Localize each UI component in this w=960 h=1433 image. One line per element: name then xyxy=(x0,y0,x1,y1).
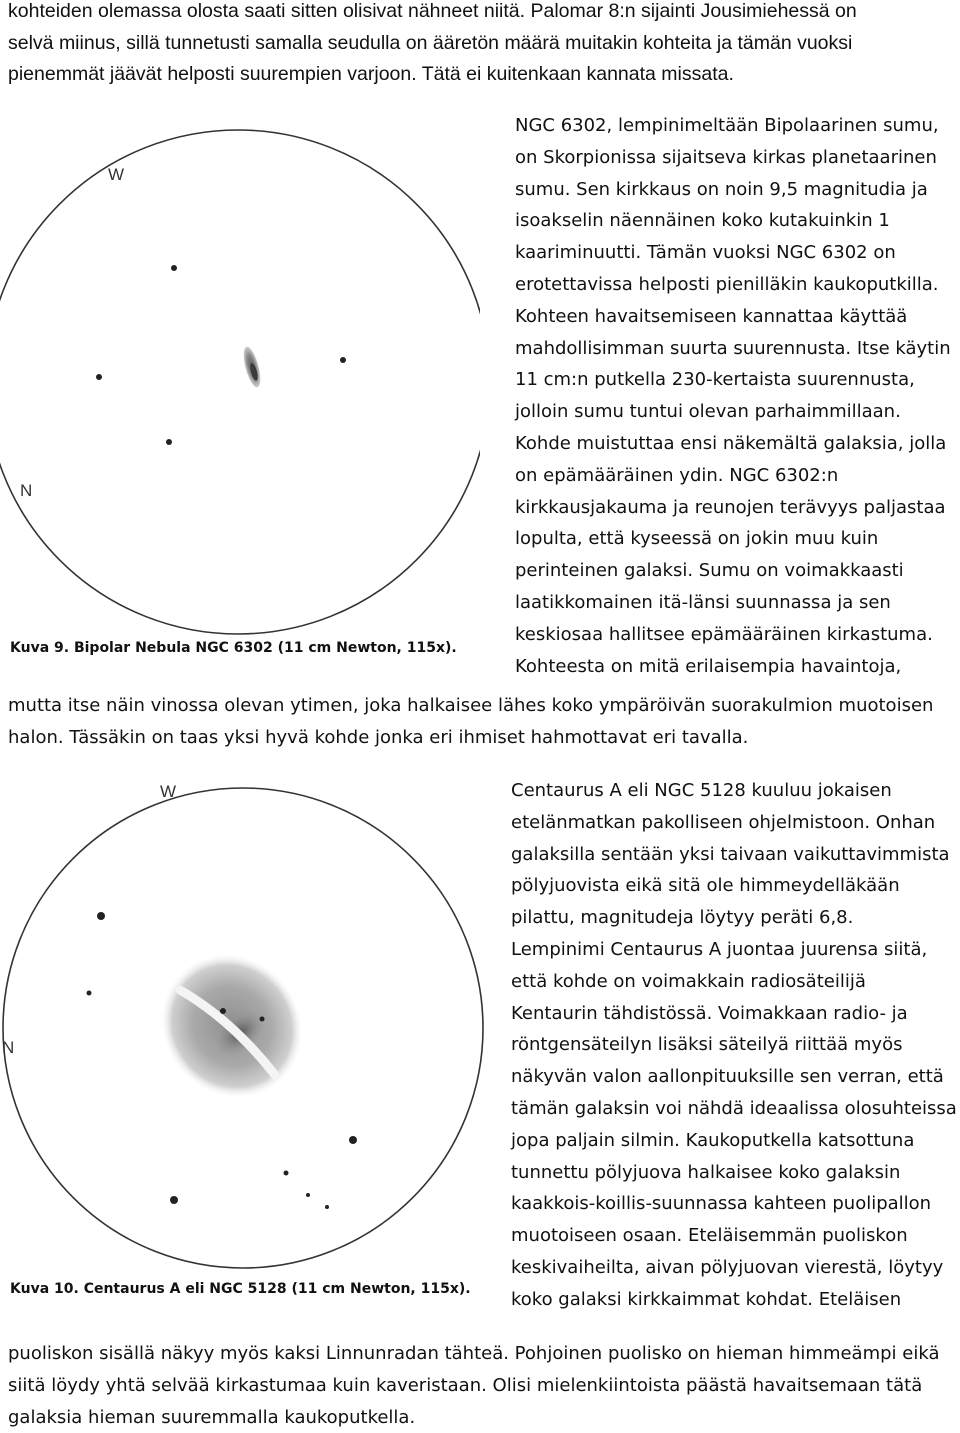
text-line: tämän galaksin voi nähdä ideaalissa olosuhteissa xyxy=(511,1097,957,1119)
text-line: Lempinimi Centaurus A juontaa juurensa siitä, xyxy=(511,938,928,960)
text-line: halon. Tässäkin on taas yksi hyvä kohde jonka eri ihmiset hahmottavat eri tavalla. xyxy=(8,726,749,748)
text-line: jolloin sumu tuntui olevan parhaimmillaan. xyxy=(515,401,901,423)
compass-north-label: N xyxy=(2,1038,15,1057)
text-line: muotoiseen osaan. Eteläisemmän puoliskon xyxy=(511,1225,908,1247)
text-line: keskiosaa hallitsee epämääräinen kirkastuma. xyxy=(515,623,933,645)
text-line: laatikkomainen itä-länsi suunnassa ja sen xyxy=(515,591,891,613)
star xyxy=(340,357,346,363)
text-line: näkyvän valon aallonpituuksille sen verran, että xyxy=(511,1066,944,1088)
intro-paragraph xyxy=(8,0,956,91)
text-line: kirkkausjakauma ja reunojen terävyys paljastaa xyxy=(515,496,946,518)
centaurus-paragraph xyxy=(511,775,958,1316)
text-line: 11 cm:n putkella 230-kertaista suurennusta, xyxy=(515,369,915,391)
text-line: erotettavissa helposti pienilläkin kaukoputkilla. xyxy=(515,273,939,295)
star xyxy=(97,912,105,920)
text-line: kaakkois-koillis-suunnassa kahteen puolipallon xyxy=(511,1193,932,1215)
figure-10-caption: Kuva 10. Centaurus A eli NGC 5128 (11 cm Newton, 115x). xyxy=(10,1281,471,1297)
text-line: pienemmät jäävät helposti suurempien varjoon. Tätä ei kuitenkaan kannata missata. xyxy=(8,63,734,85)
centaurus-a-sketch xyxy=(0,775,500,1275)
text-line: galaksia hieman suuremmalla kaukoputkella. xyxy=(8,1406,416,1428)
text-line: koko galaksi kirkkaimmat kohdat. Eteläisen xyxy=(511,1288,902,1310)
text-line: kaariminuutti. Tämän vuoksi NGC 6302 on xyxy=(515,242,896,264)
text-line: siitä löydy yhtä selvää kirkastumaa kuin kaveristaan. Olisi mielenkiintoista päästä havaitsemaan tätä xyxy=(8,1374,923,1396)
star xyxy=(170,1196,178,1204)
text-line: on epämääräinen ydin. NGC 6302:n xyxy=(515,464,839,486)
text-line: galaksilla sentään yksi taivaan vaikuttavimmista xyxy=(511,843,950,865)
figure-9-caption: Kuva 9. Bipolar Nebula NGC 6302 (11 cm Newton, 115x). xyxy=(10,640,457,656)
centaurus-paragraph-continued xyxy=(8,1338,958,1433)
ngc6302-paragraph xyxy=(515,110,957,682)
ngc6302-paragraph-continued xyxy=(8,690,958,754)
star xyxy=(96,374,102,380)
text-line: Kohteen havaitsemiseen kannattaa käyttää xyxy=(515,305,908,327)
text-line: isoakselin näennäinen koko kutakuinkin 1 xyxy=(515,210,890,232)
text-line: mahdollisimman suurta suurennusta. Itse käytin xyxy=(515,337,951,359)
ngc6302-sketch xyxy=(0,120,480,640)
text-line: sumu. Sen kirkkaus on noin 9,5 magnitudia ja xyxy=(515,178,928,200)
text-line: jopa paljain silmin. Kaukoputkella katsottuna xyxy=(511,1129,915,1151)
text-line: röntgensäteilyn lisäksi säteilyä riittää myös xyxy=(511,1034,903,1056)
star xyxy=(349,1136,357,1144)
text-line: tunnettu pölyjuova halkaisee koko galaksin xyxy=(511,1161,901,1183)
text-line: keskivaiheilta, aivan pölyjuovan vierestä, löytyy xyxy=(511,1256,944,1278)
text-line: mutta itse näin vinossa olevan ytimen, joka halkaisee lähes koko ympäröivän suorakulmion muotoisen xyxy=(8,695,934,716)
text-line: on Skorpionissa sijaitseva kirkas planetaarinen xyxy=(515,146,937,168)
star xyxy=(166,439,172,445)
star xyxy=(306,1193,310,1197)
text-line: kohteiden olemassa olosta saati sitten olisivat nähneet niitä. Palomar 8:n sijainti Jousimiehessä on xyxy=(8,0,857,22)
text-line: Kohde muistuttaa ensi näkemältä galaksia, jolla xyxy=(515,432,947,454)
text-line: Kentaurin tähdistössä. Voimakkaan radio- ja xyxy=(511,1002,908,1024)
compass-west-label: W xyxy=(108,165,125,184)
text-line: lopulta, että kyseessä on jokin muu kuin xyxy=(515,528,879,550)
text-line: selvä miinus, sillä tunnetusti samalla seudulla on ääretön määrä muitakin kohteita ja tämän vuoksi xyxy=(8,31,853,54)
star xyxy=(260,1017,265,1022)
star xyxy=(87,991,92,996)
text-line: puoliskon sisällä näkyy myös kaksi Linnunradan tähteä. Pohjoinen puolisko on hieman himmeämpi eikä xyxy=(8,1343,940,1364)
text-line: että kohde on voimakkain radiosäteilijä xyxy=(511,970,866,992)
text-line: etelänmatkan pakolliseen ohjelmistoon. Onhan xyxy=(511,811,936,833)
text-line: pilattu, magnitudeja löytyy peräti 6,8. xyxy=(511,907,854,929)
star xyxy=(325,1205,329,1209)
star xyxy=(284,1171,289,1176)
text-line: perinteinen galaksi. Sumu on voimakkaasti xyxy=(515,560,904,582)
text-line: pölyjuovista eikä sitä ole himmeydelläkään xyxy=(511,875,900,897)
compass-north-label: N xyxy=(20,481,33,500)
compass-west-label: W xyxy=(160,782,177,801)
text-line: Centaurus A eli NGC 5128 kuuluu jokaisen xyxy=(511,780,892,801)
star xyxy=(171,265,177,271)
text-line: NGC 6302, lempinimeltään Bipolaarinen sumu, xyxy=(515,115,939,136)
text-line: Kohteesta on mitä erilaisempia havaintoja, xyxy=(515,655,902,677)
star xyxy=(220,1008,226,1014)
eyepiece-field-circle xyxy=(0,130,480,634)
